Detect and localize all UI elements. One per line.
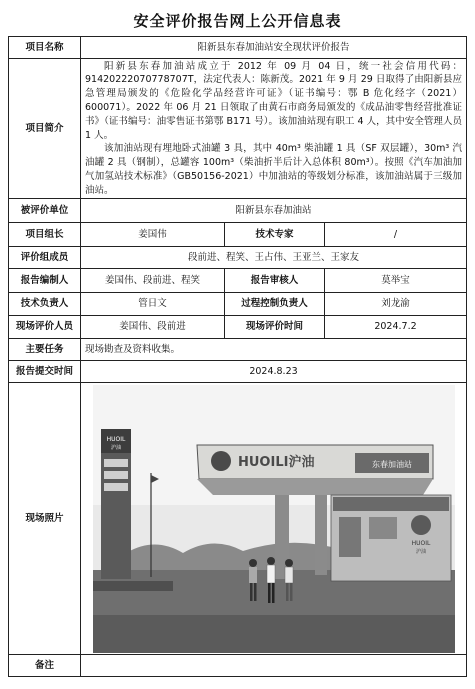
- row-tech-lead: [9, 293, 467, 316]
- row-remarks: [9, 655, 467, 677]
- row-report-writer: [9, 269, 467, 293]
- low-wall: [93, 581, 173, 591]
- site-time-value: 2024.7.2: [325, 316, 467, 339]
- row-site-staff: [9, 316, 467, 339]
- site-photo-label: 现场照片: [9, 383, 81, 655]
- report-writer-value: 姜国伟、段前进、程笑: [81, 269, 225, 293]
- pylon-price-2: [104, 471, 128, 479]
- building-window: [369, 517, 397, 539]
- tech-expert-value: /: [325, 223, 467, 247]
- project-name-value: 阳新县东春加油站安全现状评价报告: [81, 37, 467, 59]
- pylon-brand-cn: 沪油: [110, 444, 121, 451]
- site-photo-wrap: [81, 385, 466, 653]
- remarks-label: 备注: [9, 655, 81, 677]
- submit-time-label: 报告提交时间: [9, 361, 81, 383]
- summary-paragraph-2: 该加油站现有埋地卧式油罐 3 具，其中 40m³ 柴油罐 1 具（SF 双层罐），30m³ 汽油罐 2 具（钢制），总罐容 100m³（柴油折半后计入总体积 80m³）。按照《汽车加油加气加氢站技术标准》（GB50156-2021）中加油站的等级划分标准，该加油站属于三级加油站。: [85, 143, 462, 196]
- building-top-band: [333, 497, 449, 511]
- row-project-summary: [9, 59, 467, 199]
- pylon-brand: HUOIL: [106, 435, 125, 443]
- canopy-logo-icon: [211, 451, 231, 471]
- building-logo-icon: [411, 515, 431, 535]
- site-photo-cell: [81, 383, 467, 655]
- project-name-label: 项目名称: [9, 37, 81, 59]
- row-submit-time: [9, 361, 467, 383]
- row-evaluated-unit: [9, 199, 467, 223]
- evaluated-unit-value: 阳新县东春加油站: [81, 199, 467, 223]
- site-staff-label: 现场评价人员: [9, 316, 81, 339]
- main-tasks-value: 现场勘查及资料收集。: [81, 339, 467, 361]
- report-reviewer-value: 莫举宝: [325, 269, 467, 293]
- team-members-label: 评价组成员: [9, 247, 81, 269]
- tech-expert-label: 技术专家: [225, 223, 325, 247]
- row-site-photo: [9, 383, 467, 655]
- process-control-value: 刘龙渝: [325, 293, 467, 316]
- canopy-brand: HUOILI沪油: [237, 454, 314, 470]
- team-leader-label: 项目组长: [9, 223, 81, 247]
- site-staff-value: 姜国伟、段前进: [81, 316, 225, 339]
- building-door: [339, 517, 361, 557]
- ground-front: [93, 615, 455, 653]
- canopy-underside: [197, 479, 433, 495]
- remarks-value: [81, 655, 467, 677]
- row-team-leader: [9, 223, 467, 247]
- process-control-label: 过程控制负责人: [225, 293, 325, 316]
- canopy-station-name: 东春加油站: [371, 459, 412, 469]
- team-members-value: 段前进、程笑、王占伟、王亚兰、王家友: [81, 247, 467, 269]
- canopy-column-right: [315, 495, 327, 575]
- tech-lead-value: 管日文: [81, 293, 225, 316]
- main-tasks-label: 主要任务: [9, 339, 81, 361]
- project-summary-label: 项目简介: [9, 59, 81, 199]
- team-leader-value: 姜国伟: [81, 223, 225, 247]
- building-brand: HUOIL: [411, 539, 430, 547]
- report-reviewer-label: 报告审核人: [225, 269, 325, 293]
- row-main-tasks: [9, 339, 467, 361]
- pylon-price-1: [104, 459, 128, 467]
- summary-paragraph-1: 阳新县东春加油站成立于 2012 年 09 月 04 日，统一社会信用代码：91420222070778707T，法定代表人：陈新茂。2021 年 9 月 29 日取得了由阳新县应急管理局颁发的《危险化学品经营许可证》（证书编号：鄂 B 危化经字（2021）600071）。2022 年 06 月 21 日领取了由黄石市商务局颁发的《成品油零售经营批准证书》（证书编号：油零售证书第鄂 B171 号）。该加油站现有职工 4 人，其中安全管理人员 1 人。: [85, 60, 462, 141]
- tech-lead-label: 技术负责人: [9, 293, 81, 316]
- site-photo: [93, 385, 455, 653]
- submit-time-value: 2024.8.23: [81, 361, 467, 383]
- row-project-name: [9, 37, 467, 59]
- building-brand-cn: 沪油: [415, 548, 426, 555]
- page-title: 安全评价报告网上公开信息表: [133, 12, 342, 30]
- site-time-label: 现场评价时间: [225, 316, 325, 339]
- evaluated-unit-label: 被评价单位: [9, 199, 81, 223]
- report-writer-label: 报告编制人: [9, 269, 81, 293]
- info-table: [8, 36, 467, 677]
- pylon-price-3: [104, 483, 128, 491]
- row-team-members: [9, 247, 467, 269]
- project-summary-value: [81, 59, 467, 199]
